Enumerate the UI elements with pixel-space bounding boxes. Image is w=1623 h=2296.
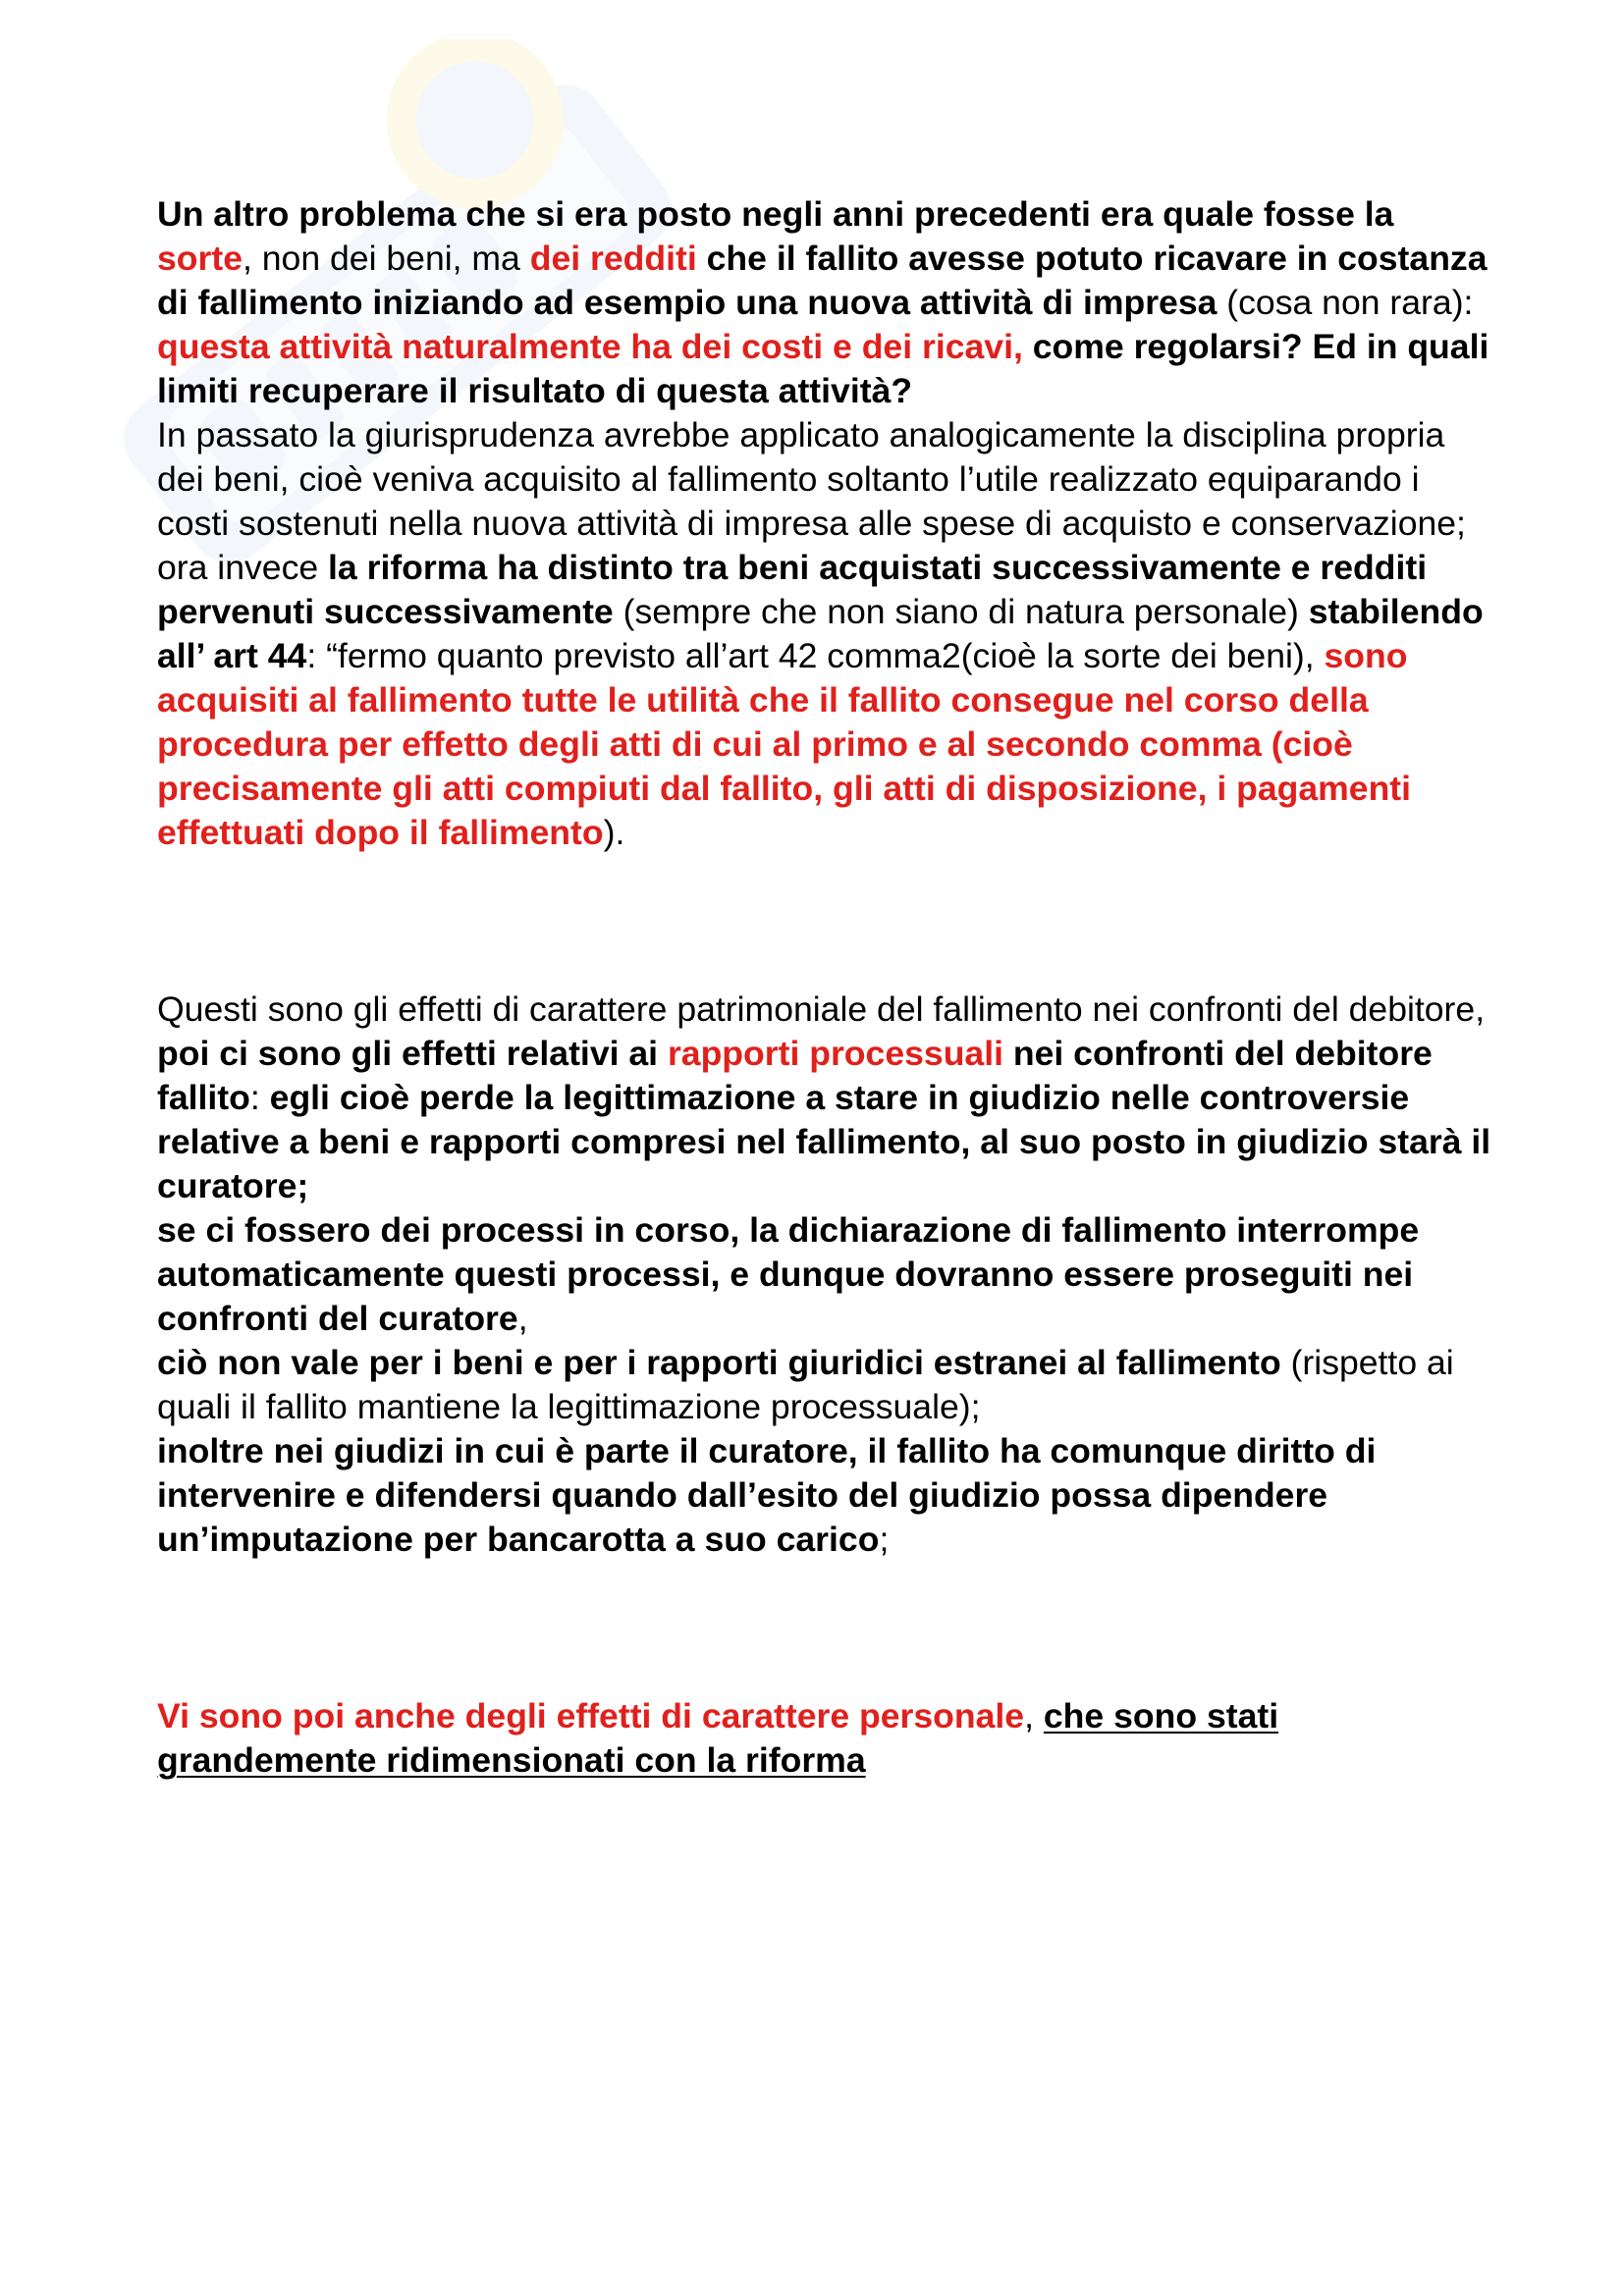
- text-run: questa attività naturalmente ha dei costi e dei ricavi,: [157, 327, 1023, 366]
- text-run: Un altro problema che si era posto negli anni precedenti era quale fosse la: [157, 194, 1394, 234]
- text-run: , non dei beni, ma: [243, 239, 530, 278]
- text-run: nei confronti del debitore fallito: [157, 1034, 1433, 1117]
- text-run: ).: [603, 813, 625, 852]
- text-run: : “fermo quanto previsto all’art 42 comma2(cioè la sorte dei beni),: [306, 636, 1325, 675]
- text-run: Questi sono gli effetti di carattere patrimoniale del fallimento nei confronti del debitore,: [157, 989, 1486, 1029]
- text-run: ora invece: [157, 548, 329, 587]
- text-run: :: [249, 1078, 270, 1117]
- text-run: poi ci sono gli effetti relativi ai: [157, 1034, 668, 1073]
- text-run: (rispetto ai quali il fallito mantiene la legittimazione processuale);: [157, 1343, 1454, 1426]
- text-run: ciò non vale per i beni e per i rapporti giuridici estranei al fallimento: [157, 1343, 1281, 1382]
- text-run: la riforma ha distinto tra beni acquistati successivamente e redditi pervenuti successivamente: [157, 548, 1428, 631]
- text-run: sorte: [157, 239, 243, 278]
- text-run: egli cioè perde la legittimazione a stare in giudizio nelle controversie relative a beni e rapporti compresi nel fallimento, al suo posto in giudizio starà il curatore;: [157, 1078, 1491, 1205]
- text-run: In passato la giurisprudenza avrebbe applicato analogicamente la disciplina propria dei beni, cioè veniva acquisito al fallimento soltanto l’utile realizzato equiparando i costi sostenuti nella nuova attività di impresa alle spese di acquisto e conservazione;: [157, 415, 1466, 543]
- text-run: rapporti processuali: [667, 1034, 1003, 1073]
- text-run: come regolarsi? Ed in quali limiti recuperare il risultato di questa attività?: [157, 327, 1489, 410]
- text-run: sono acquisiti al fallimento tutte le utilità che il fallito consegue nel corso della procedura per effetto degli atti di cui al primo e al secondo comma (cioè precisamente gli atti compiuti dal fallito, gli atti di disposizione, i pagamenti effettuati dopo il fallimento: [157, 636, 1412, 852]
- text-run: (cosa non rara):: [1217, 283, 1474, 322]
- text-run: (sempre che non siano di natura personale): [613, 592, 1309, 631]
- text-run: che il fallito avesse potuto ricavare in costanza di fallimento iniziando ad esempio una nuova attività di impresa: [157, 239, 1488, 322]
- paragraph-spacer: [157, 1562, 1492, 1694]
- paragraph-rapporti-processuali: [157, 988, 1492, 1562]
- paragraph-redditi-fallito: [157, 192, 1492, 855]
- text-run: inoltre nei giudizi in cui è parte il curatore, il fallito ha comunque diritto di intervenire e difendersi quando dall’esito del giudizio possa dipendere un’imputazione per bancarotta a suo carico: [157, 1431, 1377, 1559]
- text-run: ,: [1024, 1696, 1044, 1735]
- text-run: stabilendo all’ art 44: [157, 592, 1484, 675]
- text-run: se ci fossero dei processi in corso, la dichiarazione di fallimento interrompe automaticamente questi processi, e dunque dovranno essere proseguiti nei confronti del curatore: [157, 1210, 1420, 1338]
- document-body: [157, 192, 1492, 1783]
- paragraph-spacer: [157, 855, 1492, 988]
- text-run: dei redditi: [529, 239, 697, 278]
- text-run: ,: [517, 1299, 528, 1338]
- text-run: ;: [879, 1520, 890, 1559]
- text-run: Vi sono poi anche degli effetti di carattere personale: [157, 1696, 1025, 1735]
- text-run: che sono stati grandemente ridimensionati con la riforma: [157, 1696, 1279, 1780]
- paragraph-effetti-personali: [157, 1694, 1492, 1783]
